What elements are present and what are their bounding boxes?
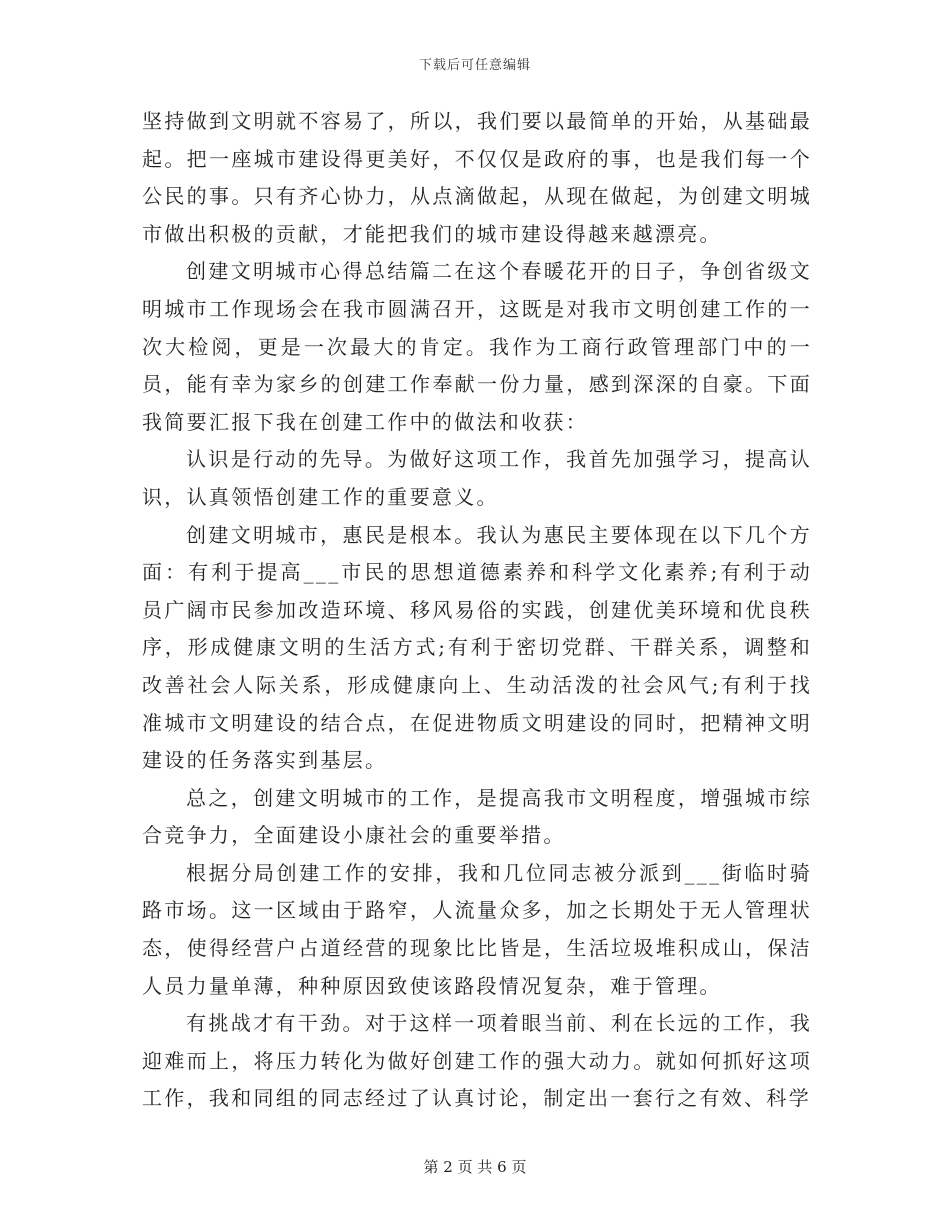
paragraph-5: 总之，创建文明城市的工作，是提高我市文明程度，增强城市综合竞争力，全面建设小康社会的重要举措。 (142, 785, 812, 848)
paragraph-1: 坚持做到文明就不容易了，所以，我们要以最简单的开始，从基础最起。把一座城市建设得更美好，不仅仅是政府的事，也是我们每一个公民的事。只有齐心协力，从点滴做起，从现在做起，为创建文明城市做出积极的贡献，才能把我们的城市建设得越来越漂亮。 (142, 109, 812, 246)
paragraph-6: 根据分局创建工作的安排，我和几位同志被分派到___街临时骑路市场。这一区域由于路窄，人流量众多，加之长期处于无人管理状态，使得经营户占道经营的现象比比皆是，生活垃圾堆积成山，保洁人员力量单薄，种种原因致使该路段情况复杂，难于管理。 (142, 860, 812, 998)
paragraph-2: 创建文明城市心得总结篇二在这个春暖花开的日子，争创省级文明城市工作现场会在我市圆满召开，这既是对我市文明创建工作的一次大检阅，更是一次最大的肯定。我作为工商行政管理部门中的一员，能有幸为家乡的创建工作奉献一份力量，感到深深的自豪。下面我简要汇报下我在创建工作中的做法和收获： (142, 259, 812, 434)
page-number: 第 2 页 共 6 页 (423, 1158, 527, 1176)
paragraph-7: 有挑战才有干劲。对于这样一项着眼当前、利在长远的工作，我迎难而上，将压力转化为做好创建工作的强大动力。就如何抓好这项工作，我和同组的同志经过了认真讨论，制定出一套行之有效、科学 (142, 1011, 812, 1111)
document-body (142, 103, 812, 1118)
paragraph-4: 创建文明城市，惠民是根本。我认为惠民主要体现在以下几个方面：有利于提高___市民的思想道德素养和科学文化素养;有利于动员广阔市民参加改造环境、移风易俗的实践，创建优美环境和优良秩序，形成健康文明的生活方式;有利于密切党群、干群关系，调整和改善社会人际关系，形成健康向上、生动活泼的社会风气;有利于找准城市文明建设的结合点，在促进物质文明建设的同时，把精神文明建设的任务落实到基层。 (142, 522, 812, 773)
page-header-note: 下载后可任意编辑 (418, 58, 531, 73)
paragraph-3: 认识是行动的先导。为做好这项工作，我首先加强学习，提高认识，认真领悟创建工作的重要意义。 (142, 447, 812, 509)
